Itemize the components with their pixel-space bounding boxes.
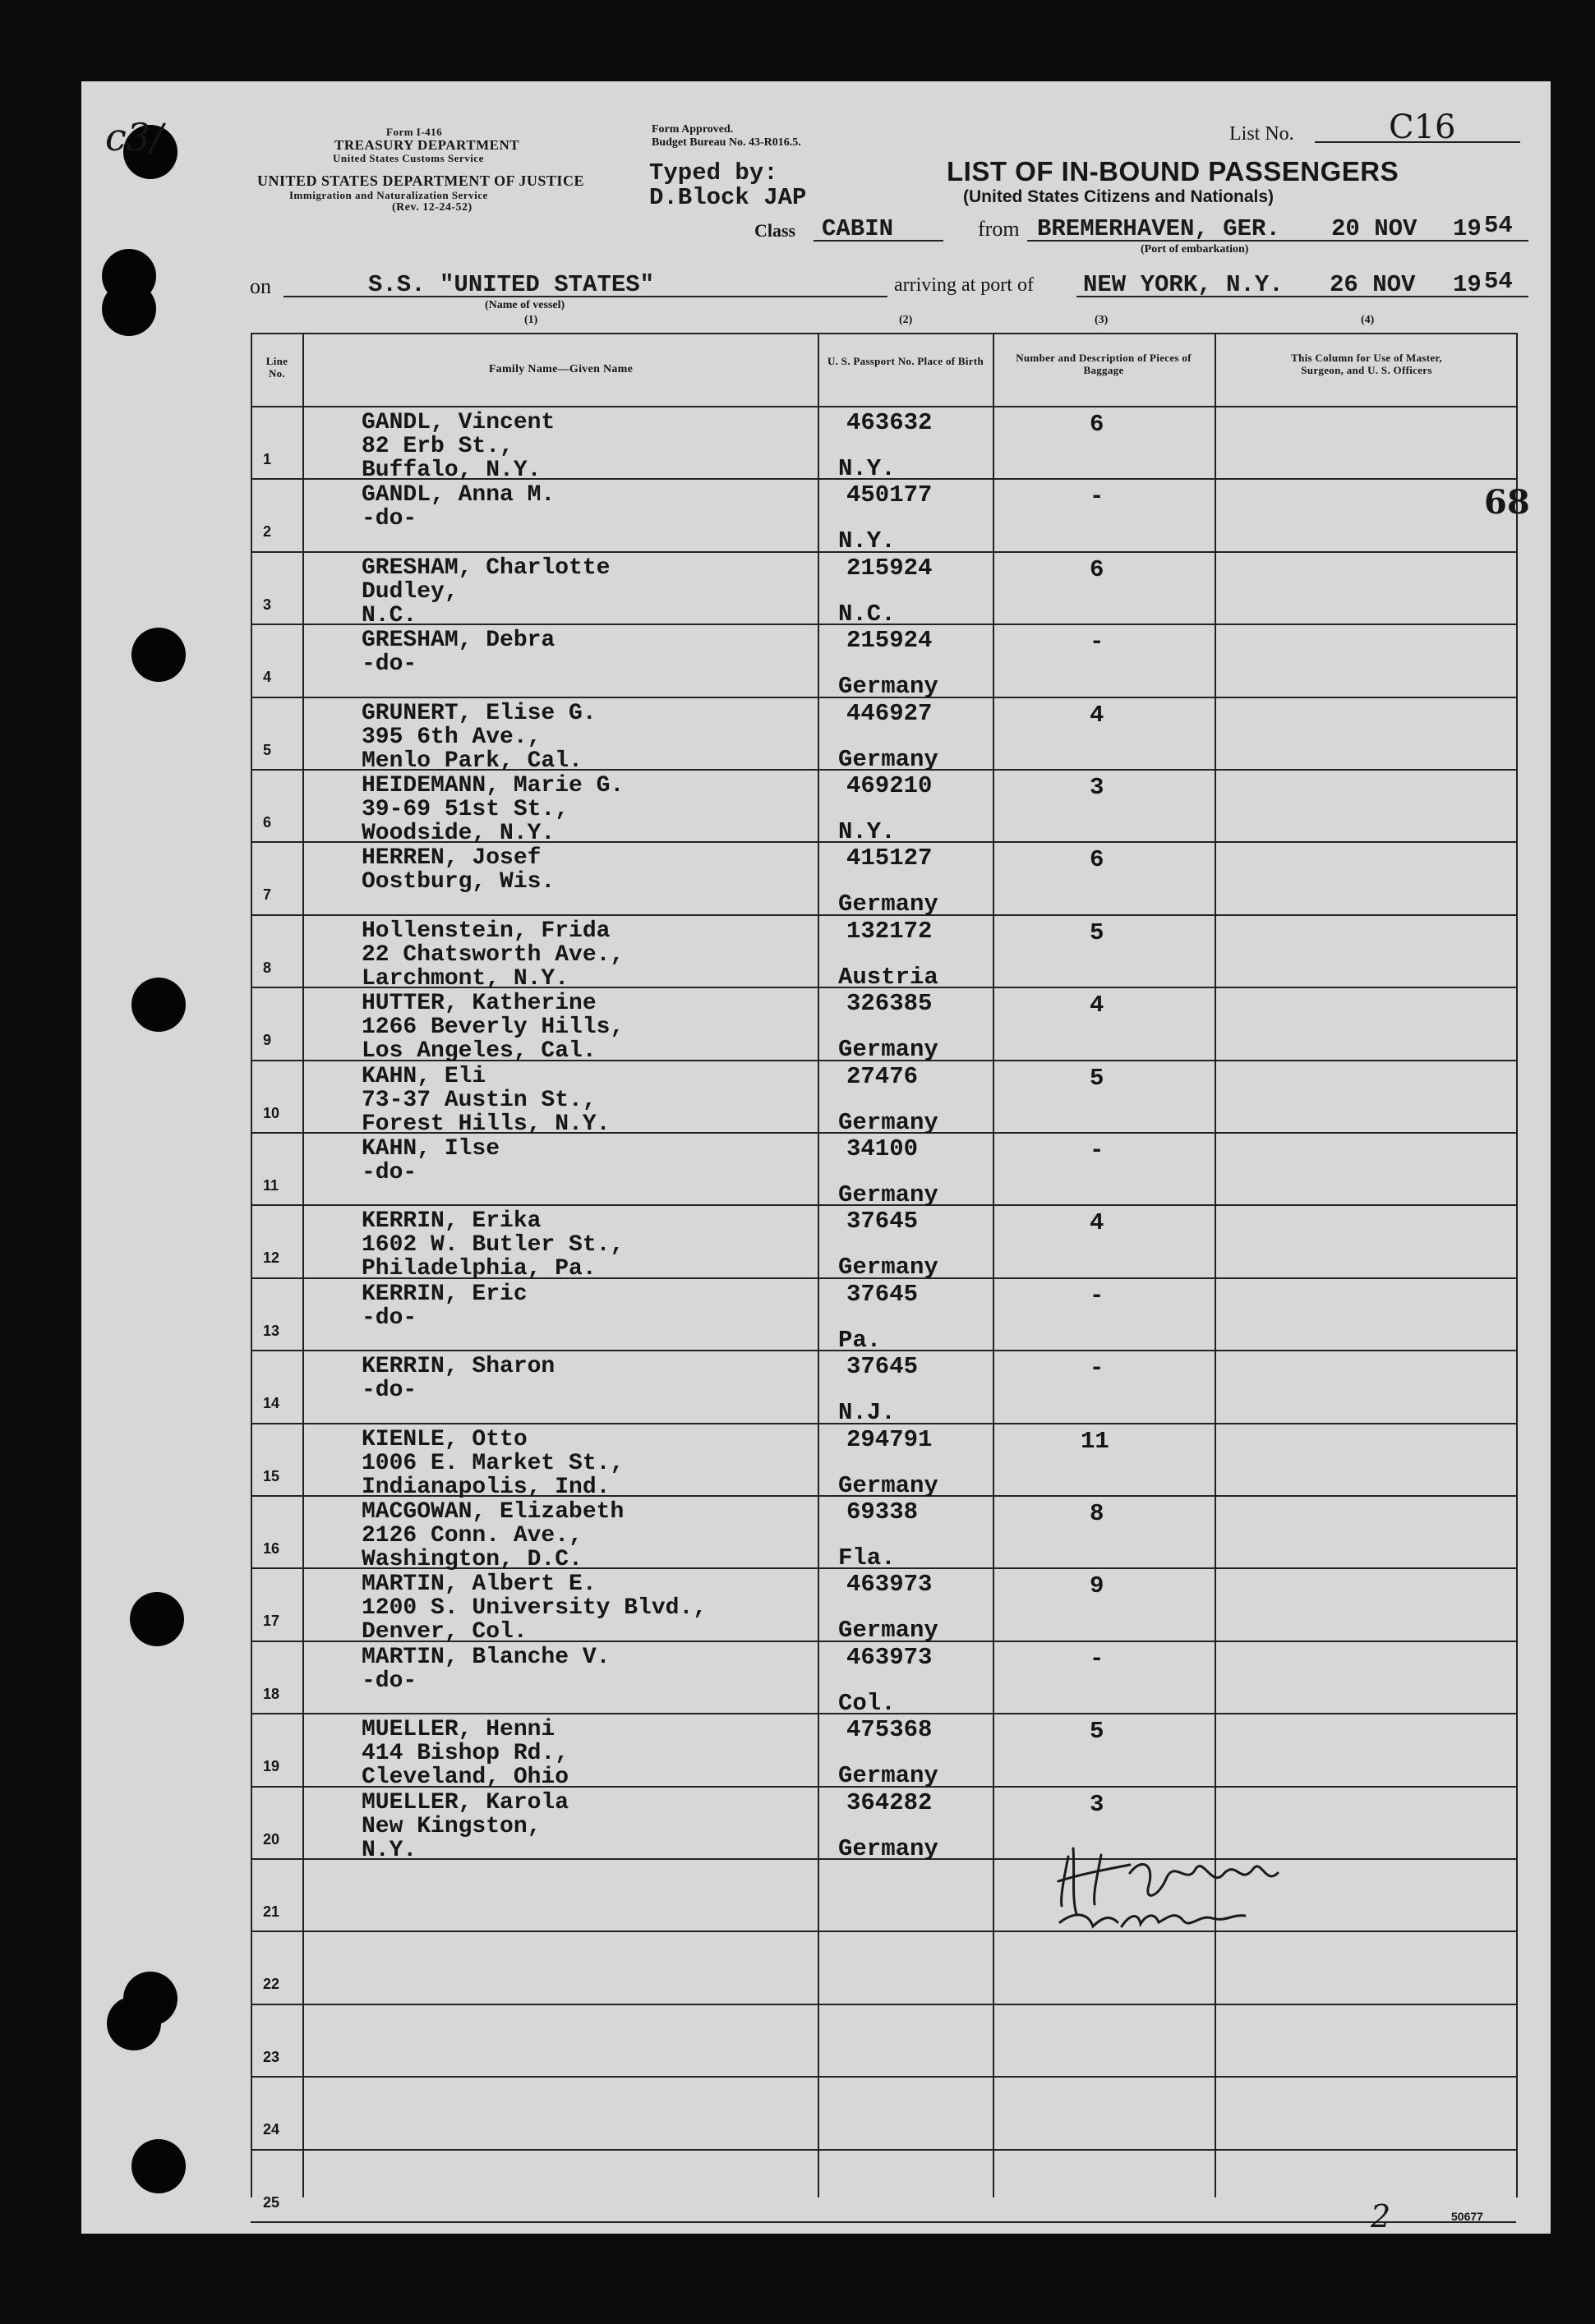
place-of-birth: Col.: [838, 1690, 896, 1717]
line-number: 16: [263, 1540, 280, 1557]
binder-hole: [131, 978, 186, 1032]
passenger-name: KIENLE, Otto 1006 E. Market St., Indianapolis, Ind.: [362, 1427, 625, 1500]
form-number: Form I-416: [386, 126, 443, 138]
line-number: 12: [263, 1249, 280, 1266]
baggage-count: 5: [1090, 1718, 1104, 1745]
line-number: 14: [263, 1395, 280, 1411]
officer-signature: [1052, 1840, 1348, 1947]
baggage-count: -: [1090, 1282, 1104, 1309]
line-number: 20: [263, 1831, 280, 1848]
place-of-birth: Fla.: [838, 1544, 896, 1572]
passenger-name: GANDL, Anna M. -do-: [362, 482, 555, 532]
place-of-birth: N.J.: [838, 1399, 896, 1426]
list-no-value: C16: [1389, 108, 1456, 146]
passport-number: 463632: [846, 409, 933, 436]
arrival-year: 54: [1484, 268, 1513, 295]
column-no-4: (4): [1361, 314, 1375, 326]
passenger-name: GRUNERT, Elise G. 395 6th Ave., Menlo Park, Cal.: [362, 701, 597, 774]
from-value: BREMERHAVEN, GER.: [1037, 215, 1280, 242]
arriving-label: arriving at port of: [894, 274, 1034, 296]
row-divider: [251, 2149, 1516, 2151]
line-number: 18: [263, 1686, 280, 1702]
list-title: LIST OF IN-BOUND PASSENGERS: [947, 156, 1399, 186]
place-of-birth: N.C.: [838, 601, 896, 628]
passport-number: 463973: [846, 1644, 933, 1671]
justice-dept: UNITED STATES DEPARTMENT OF JUSTICE: [257, 173, 584, 189]
place-of-birth: Germany: [838, 746, 938, 773]
passenger-name: MACGOWAN, Elizabeth 2126 Conn. Ave., Washington, D.C.: [362, 1499, 625, 1572]
binder-hole: [131, 2139, 186, 2193]
binder-hole: [131, 628, 186, 682]
typed-by-value: D.Block JAP: [649, 184, 807, 211]
margin-count: 68: [1484, 483, 1530, 522]
line-number: 25: [263, 2194, 280, 2211]
passenger-name: MARTIN, Albert E. 1200 S. University Blvd., Denver, Col.: [362, 1572, 708, 1645]
binder-hole: [130, 1592, 184, 1646]
from-year: 54: [1484, 212, 1513, 239]
line-number: 6: [263, 814, 272, 831]
baggage-count: 4: [1090, 1209, 1104, 1236]
vessel-column-no: (1): [524, 314, 538, 326]
line-number: 21: [263, 1903, 280, 1920]
passenger-name: KAHN, Ilse -do-: [362, 1136, 500, 1185]
passport-number: 415127: [846, 844, 933, 872]
class-label: Class: [754, 220, 796, 241]
baggage-count: 5: [1090, 919, 1104, 946]
vessel-name: S.S. "UNITED STATES": [368, 271, 655, 298]
baggage-count: -: [1090, 483, 1104, 510]
passenger-name: GRESHAM, Charlotte Dudley, N.C.: [362, 555, 611, 628]
line-number: 11: [263, 1177, 279, 1194]
place-of-birth: Germany: [838, 1109, 938, 1136]
line-number: 15: [263, 1468, 280, 1484]
form-revision: (Rev. 12-24-52): [392, 201, 473, 214]
arrival-year-prefix: 19: [1453, 271, 1482, 298]
baggage-count: -: [1090, 1645, 1104, 1673]
line-number: 13: [263, 1323, 280, 1339]
typed-by-label: Typed by:: [649, 159, 778, 186]
form-approved: Form Approved.: [652, 123, 734, 136]
baggage-count: 6: [1090, 411, 1104, 438]
corner-mark: c3/: [105, 115, 164, 159]
binder-hole: [102, 282, 156, 336]
passenger-name: HEIDEMANN, Marie G. 39-69 51st St., Woodside, N.Y.: [362, 773, 625, 846]
baggage-count: 6: [1090, 846, 1104, 873]
vessel-note: (Name of vessel): [485, 299, 565, 311]
column-no-3: (3): [1095, 314, 1109, 326]
passport-number: 326385: [846, 990, 933, 1017]
passenger-name: KERRIN, Eric -do-: [362, 1282, 528, 1331]
customs-service: United States Customs Service: [333, 152, 484, 164]
passenger-name: HERREN, Josef Oostburg, Wis.: [362, 845, 555, 895]
line-number: 9: [263, 1032, 272, 1048]
passenger-name: GRESHAM, Debra -do-: [362, 628, 555, 677]
baggage-count: 3: [1090, 774, 1104, 801]
passport-number: 27476: [846, 1063, 919, 1090]
passenger-name: MUELLER, Karola New Kingston, N.Y.: [362, 1790, 569, 1863]
passport-number: 34100: [846, 1135, 919, 1162]
list-no-label: List No.: [1229, 123, 1294, 145]
passenger-name: MARTIN, Blanche V. -do-: [362, 1645, 611, 1694]
place-of-birth: Germany: [838, 1181, 938, 1208]
place-of-birth: Pa.: [838, 1327, 882, 1354]
passenger-name: HUTTER, Katherine 1266 Beverly Hills, Los Angeles, Cal.: [362, 991, 625, 1064]
place-of-birth: Germany: [838, 890, 938, 918]
passport-number: 463973: [846, 1571, 933, 1598]
embarkation-note: (Port of embarkation): [1141, 243, 1249, 255]
passport-number: 446927: [846, 700, 933, 727]
passport-number: 37645: [846, 1353, 919, 1380]
passport-number: 37645: [846, 1208, 919, 1235]
from-label: from: [978, 217, 1020, 241]
baggage-count: -: [1090, 1137, 1104, 1164]
place-of-birth: Austria: [838, 964, 938, 991]
row-divider: [251, 2004, 1516, 2005]
passenger-name: KAHN, Eli 73-37 Austin St., Forest Hills, N.Y.: [362, 1064, 611, 1137]
passport-number: 475368: [846, 1716, 933, 1743]
line-number: 10: [263, 1105, 280, 1121]
column-no-2: (2): [899, 314, 913, 326]
place-of-birth: N.Y.: [838, 455, 896, 482]
from-year-prefix: 19: [1453, 215, 1482, 242]
passport-number: 364282: [846, 1789, 933, 1816]
line-number: 5: [263, 742, 272, 758]
binder-hole: [123, 1972, 177, 2026]
passenger-name: KERRIN, Erika 1602 W. Butler St., Philadelphia, Pa.: [362, 1208, 625, 1282]
baggage-count: -: [1090, 628, 1104, 656]
page-number: 2: [1371, 2198, 1391, 2234]
line-number: 22: [263, 1976, 280, 1992]
passenger-name: GANDL, Vincent 82 Erb St., Buffalo, N.Y.: [362, 410, 555, 483]
line-number: 24: [263, 2121, 280, 2138]
passport-number: 69338: [846, 1498, 919, 1526]
baggage-count: 5: [1090, 1065, 1104, 1092]
place-of-birth: Germany: [838, 1617, 938, 1644]
baggage-count: -: [1090, 1355, 1104, 1382]
baggage-count: 11: [1081, 1428, 1109, 1455]
passport-number: 132172: [846, 918, 933, 945]
baggage-count: 4: [1090, 992, 1104, 1019]
place-of-birth: Germany: [838, 1254, 938, 1281]
passport-number: 215924: [846, 627, 933, 654]
passport-number: 294791: [846, 1426, 933, 1453]
header-name: Family Name—Given Name: [488, 363, 634, 375]
passenger-name: KERRIN, Sharon -do-: [362, 1354, 555, 1403]
row-divider: [251, 2076, 1516, 2078]
list-subtitle: (United States Citizens and Nationals): [963, 187, 1275, 206]
row-divider: [251, 2221, 1516, 2223]
passenger-name: MUELLER, Henni 414 Bishop Rd., Cleveland, Ohio: [362, 1717, 569, 1790]
row-divider: [251, 1350, 1516, 1351]
arrival-date: 26 NOV: [1330, 271, 1416, 298]
place-of-birth: Germany: [838, 673, 938, 700]
passenger-name: Hollenstein, Frida 22 Chatsworth Ave., Larchmont, N.Y.: [362, 918, 625, 992]
place-of-birth: Germany: [838, 1835, 938, 1862]
line-number: 8: [263, 960, 272, 976]
line-number: 23: [263, 2049, 280, 2065]
header-officers: This Column for Use of Master, Surgeon, and U. S. Officers: [1291, 352, 1442, 376]
header-baggage: Number and Description of Pieces of Baggage: [1016, 352, 1192, 376]
place-of-birth: Germany: [838, 1762, 938, 1789]
line-number: 1: [263, 451, 272, 467]
baggage-count: 3: [1090, 1791, 1104, 1818]
class-value: CABIN: [822, 215, 894, 242]
treasury-dept: TREASURY DEPARTMENT: [334, 137, 520, 153]
on-label: on: [250, 274, 271, 298]
header-passport: U. S. Passport No. Place of Birth: [827, 355, 984, 367]
form-code: 50677: [1451, 2210, 1483, 2223]
line-number: 17: [263, 1613, 280, 1629]
passport-number: 215924: [846, 555, 933, 582]
place-of-birth: Germany: [838, 1036, 938, 1063]
line-number: 7: [263, 886, 272, 903]
ins-service: Immigration and Naturalization Service: [289, 189, 488, 201]
arrival-port: NEW YORK, N.Y.: [1083, 271, 1284, 298]
passport-number: 37645: [846, 1281, 919, 1308]
baggage-count: 6: [1090, 556, 1104, 583]
line-number: 4: [263, 669, 272, 685]
line-number: 3: [263, 596, 272, 613]
header-line-no: Line No.: [265, 355, 288, 380]
baggage-count: 4: [1090, 702, 1104, 729]
baggage-count: 8: [1090, 1500, 1104, 1527]
passport-number: 469210: [846, 772, 933, 799]
line-number: 2: [263, 523, 272, 540]
place-of-birth: Germany: [838, 1472, 938, 1499]
baggage-count: 9: [1090, 1572, 1104, 1599]
budget-bureau: Budget Bureau No. 43-R016.5.: [652, 136, 801, 149]
passport-number: 450177: [846, 481, 933, 509]
place-of-birth: N.Y.: [838, 818, 896, 845]
line-number: 19: [263, 1758, 280, 1774]
from-date: 20 NOV: [1331, 215, 1418, 242]
place-of-birth: N.Y.: [838, 527, 896, 555]
